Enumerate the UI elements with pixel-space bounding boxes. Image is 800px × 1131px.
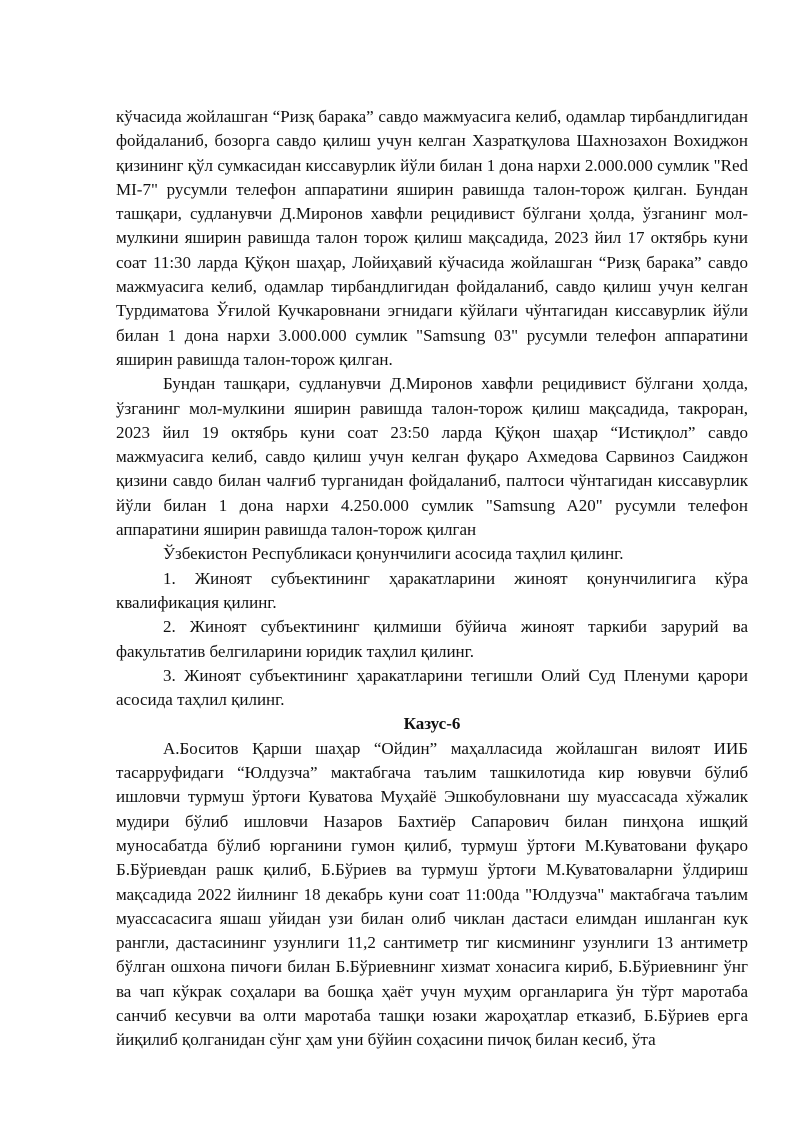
- task-instruction: Ўзбекистон Республикаси қонунчилиги асосида таҳлил қилинг.: [163, 544, 624, 564]
- document-page: [116, 105, 748, 1053]
- paragraph-second-episode: Бундан ташқари, судланувчи Д.Миронов хавфли рецидивист бўлгани ҳолда, ўзганинг мол-мулкини яширин равишда талон-торож қилиш мақсадида, такроран, 2023 йил 19 октябрь куни соат 23:50 ларда Қўқон шаҳар “Истиқлол” савдо мажмуасига келиб, савдо қилиш учун келган фуқаро Ахмедова Сарвиноз Саиджон қизини савдо билан чалғиб турганидан фойдаланиб, палтоси чўнтагидан киссавурлик йўли билан 1 дона нархи 4.250.000 сумлик "Samsung A20" русумли телефон аппаратини яширин равишда талон-торож қилган: [116, 374, 748, 540]
- task-item-2: 2. Жиноят субъектининг қилмиши бўйича жиноят таркиби зарурий ва факультатив белгиларини юридик таҳлил қилинг.: [116, 617, 748, 661]
- case-title: Казус-6: [403, 714, 461, 734]
- task-item-3: 3. Жиноят субъектининг ҳаракатларини тегишли Олий Суд Пленуми қарори асосида таҳлил қилинг.: [116, 665, 748, 710]
- paragraph-continuation: кўчасида жойлашган “Ризқ барака” савдо мажмуасига келиб, одамлар тирбандлигидан фойдаланиб, бозорга савдо қилиш учун келган Хазратқулова Шахнозахон Вохиджон қизининг қўл сумкасидан киссавурлик йўли билан 1 дона нархи 2.000.000 сумлик "Red MI-7" русумли телефон аппаратини яширин равишда талон-торож қилган. Бундан ташқари, судланувчи Д.Миронов хавфли рецидивист бўлгани ҳолда, ўзганинг мол-мулкини яширин равишда талон торож қилиш мақсадида, 2023 йил 17 октябрь куни соат 11:30 ларда Қўқон шаҳар, Лойиҳавий кўчасида жойлашган “Ризқ барака” савдо мажмуасига келиб, одамлар тирбандлигидан фойдаланиб, савдо қилиш учун келган Турдиматова Ўғилой Кучкаровнани эгнидаги кўйлаги чўнтагидан киссавурлик йўли билан 1 дона нархи 3.000.000 сумлик "Samsung 03" русумли телефон аппаратини яширин равишда талон-торож қилган.: [116, 107, 748, 369]
- case-paragraph: А.Боситов Қарши шаҳар “Ойдин” маҳалласида жойлашган вилоят ИИБ тасарруфидаги “Юлдузча” мактабгача таълим ташкилотида кир ювувчи бўлиб ишловчи турмуш ўртоғи Куватова Муҳайё Эшкобуловнани шу муассасада хўжалик мудири бўлиб ишловчи Назаров Бахтиёр Сапарович билан пинҳона ишқий муносабатда бўлиб юрганини гумон қилиб, турмуш ўртоғи М.Куватовани фуқаро Б.Бўриевдан рашк қилиб, Б.Бўриев ва турмуш ўртоғи М.Куватоваларни ўлдириш мақсадида 2022 йилнинг 18 декабрь куни соат 11:00да "Юлдузча" мактабгача таълим муассасасига яшаш уйидан узи билан олиб чиклан дастаси елимдан ишланган кук рангли, дастасининг узунлиги 11,2 сантиметр тиг кисмининг узунлиги 13 антиметр бўлган ошхона пичоғи билан Б.Бўриевнинг хизмат хонасига кириб, Б.Бўриевнинг ўнг ва чап кўкрак соҳалари ва бошқа ҳаёт учун муҳим органларига ўн тўрт маротаба санчиб кесувчи ва олти маротаба ташқи юзаки жароҳатлар етказиб, Б.Бўриев ерга йиқилиб қолганидан сўнг ҳам уни бўйин соҳасини пичоқ билан кесиб, ўта: [116, 738, 748, 1050]
- task-item-1: 1. Жиноят субъектининг ҳаракатларини жиноят қонунчилигига кўра квалификация қилинг.: [116, 568, 748, 612]
